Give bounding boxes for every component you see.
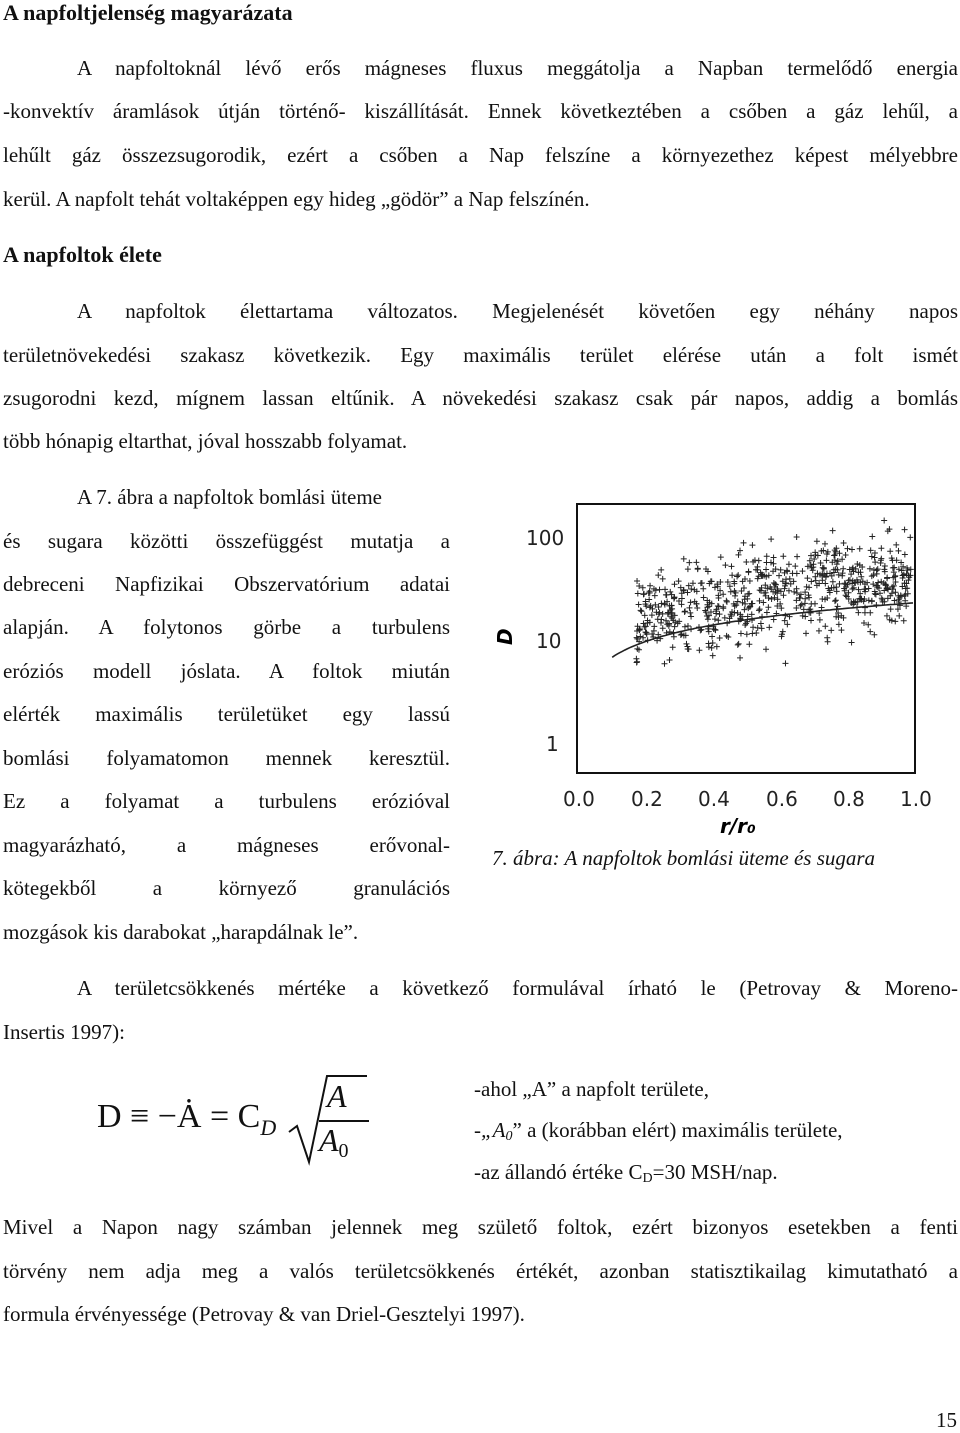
figure-scatter-plot [490,493,950,838]
scatter-point [686,605,692,611]
scatter-point [884,575,890,581]
scatter-point [693,559,699,565]
scatter-point [817,617,823,623]
scatter-point [681,556,687,562]
scatter-point [639,608,645,614]
scatter-point [857,546,863,552]
scatter-point [715,617,721,623]
paragraph-line: bomlási folyamatomon mennek keresztül. [3,746,450,770]
scatter-point [867,629,873,635]
scatter-point [651,623,657,629]
paragraph-line: mozgások kis darabokat „harapdálnak le”. [3,920,359,944]
scatter-point [753,630,759,636]
scatter-point [866,585,872,591]
scatter-point [867,566,873,572]
formula-lhs: D ≡ −Ȧ = $C_D$ [97,1098,277,1140]
x-tick-label: 1.0 [900,787,932,811]
scatter-point [758,621,764,627]
scatter-point [682,608,688,614]
x-tick-label: 0.6 [766,787,798,811]
scatter-point [892,618,898,624]
scatter-point [661,661,667,667]
x-tick-labels [563,787,932,811]
paragraph-line: eróziós modell jóslata. A foltok miután [3,659,450,683]
scatter-point [896,613,902,619]
scatter-point [819,596,825,602]
scatter-point [882,563,888,569]
scatter-point [738,630,744,636]
scatter-point [828,627,834,633]
scatter-point [734,574,740,580]
scatter-point [664,592,670,598]
paragraph-line: több hónapig eltarthat, jóval hosszabb folyamat. [3,429,408,453]
scatter-point [782,618,788,624]
scatter-point [737,548,743,554]
scatter-point [741,607,747,613]
decay-formula [97,1070,387,1170]
scatter-point [688,599,694,605]
scatter-point [667,589,673,595]
scatter-point [836,581,842,587]
paragraph-line: területnövekedési szakasz következik. Egy maximális terület elérése után a folt ismét [3,343,958,367]
scatter-points [633,518,913,667]
scatter-point [844,546,850,552]
scatter-point [695,566,701,572]
scatter-point [764,553,770,559]
scatter-point [839,573,845,579]
paragraph-line: Ez a folyamat a turbulens erózióval [3,789,450,813]
scatter-point [808,617,814,623]
scatter-point [872,554,878,560]
scatter-point [732,593,738,599]
scatter-point [671,634,677,640]
paragraph-line: lehűlt gáz összezsugorodik, ezért a csőben a Nap felszíne a környezethez képest mélyebbre [3,143,958,167]
scatter-point [706,641,712,647]
scatter-point [660,625,666,631]
scatter-point [901,618,907,624]
scatter-point [722,562,728,568]
scatter-point [670,644,676,650]
scatter-point [763,567,769,573]
scatter-point [658,567,664,573]
scatter-point [766,572,772,578]
paragraph-line: A 7. ábra a napfoltok bomlási üteme [77,485,383,509]
scatter-point [696,647,702,653]
scatter-point [816,628,822,634]
scatter-point [823,557,829,563]
paragraph-line: -konvektív áramlások útján történő- kiszállítását. Ennek következtében a csőben a gáz lehűl, a [3,99,958,123]
scatter-point [808,579,814,585]
scatter-point [660,576,666,582]
scatter-point [872,559,878,565]
scatter-point [784,568,790,574]
scatter-point [887,548,893,554]
scatter-point [735,572,741,578]
scatter-point [808,553,814,559]
scatter-point [908,566,914,572]
scatter-point [756,558,762,564]
scatter-point [833,597,839,603]
scatter-point [685,566,691,572]
scatter-point [728,589,734,595]
scatter-point [741,540,747,546]
scatter-point [634,659,640,665]
scatter-point [895,548,901,554]
scatter-point [765,604,771,610]
scatter-point [822,623,828,629]
scatter-point [803,630,809,636]
scatter-point [822,541,828,547]
scatter-point [849,546,855,552]
heading-napfoltjelenseg: A napfoltjelenség magyarázata [3,0,293,25]
scatter-point [657,610,663,616]
scatter-point [709,645,715,651]
scatter-point [843,552,849,558]
page-number: 15 [936,1408,957,1432]
paragraph-line: kötegekből a környező granulációs [3,876,450,900]
paragraph-line: Insertis 1997): [3,1020,125,1044]
paragraph-line: A napfoltok élettartama változatos. Megjelenését követően egy néhány napos [77,299,958,323]
scatter-point [720,591,726,597]
scatter-point [881,518,887,524]
scatter-point [849,586,855,592]
x-tick-label: 0.4 [698,787,730,811]
scatter-point [907,534,913,540]
scatter-point [884,613,890,619]
scatter-point [676,578,682,584]
scatter-point [867,610,873,616]
scatter-point [712,616,718,622]
scatter-point [780,553,786,559]
scatter-point [858,574,864,580]
scatter-point [868,547,874,553]
scatter-point [814,538,820,544]
scatter-point [750,624,756,630]
scatter-point [685,623,691,629]
paragraph-line: zsugorodni kezd, mígnem lassan eltűnik. A növekedési szakasz csak pár napos, addig a bomlás [3,386,958,410]
scatter-point [866,597,872,603]
scatter-point [694,605,700,611]
scatter-point [878,545,884,551]
scatter-point [672,612,678,618]
scatter-point [794,554,800,560]
scatter-point [701,594,707,600]
scatter-point [710,640,716,646]
scatter-point [735,552,741,558]
scatter-point [717,635,723,641]
scatter-point [647,583,653,589]
scatter-point [771,595,777,601]
scatter-point [635,590,641,596]
scatter-point [705,616,711,622]
scatter-point [755,625,761,631]
scatter-point [667,657,673,663]
paragraph-line: A napfoltoknál lévő erős mágneses fluxus meggátolja a Napban termelődő energia [77,56,958,80]
scatter-point [768,536,774,542]
note-line: -az állandó értéke $C_D=30$ MSH/nap. [474,1160,778,1186]
scatter-point [687,610,693,616]
scatter-point [890,565,896,571]
scatter-point [757,606,763,612]
note-line: -ahol „A” a napfolt területe, [474,1077,709,1101]
scatter-point [825,639,831,645]
scatter-point [763,646,769,652]
y-tick-label: 100 [526,526,565,550]
scatter-point [717,611,723,617]
scatter-point [855,610,861,616]
scatter-point [660,611,666,617]
paragraph-line: törvény nem adja meg a valós területcsökkenés értékét, azonban statisztikailag kimutatható a [3,1259,958,1283]
scatter-point [682,609,688,615]
scatter-point [688,614,694,620]
figure-caption: 7. ábra: A napfoltok bomlási üteme és sugara [492,846,876,870]
scatter-point [686,560,692,566]
scatter-point [830,528,836,534]
paragraph-line: debreceni Napfizikai Obszervatórium adatai [3,572,450,596]
scatter-point [891,569,897,575]
heading-napfoltok-elete: A napfoltok élete [3,242,162,267]
scatter-point [699,580,705,586]
scatter-point [638,607,644,613]
scatter-point [822,580,828,586]
x-tick-label: 0.8 [833,787,865,811]
scatter-point [782,660,788,666]
scatter-point [728,563,734,569]
paragraph-line: alapján. A folytonos görbe a turbulens [3,615,450,639]
scatter-point [735,610,741,616]
scatter-point [737,655,743,661]
scatter-point [764,609,770,615]
scatter-point [636,601,642,607]
scatter-point [662,586,668,592]
scatter-point [735,642,741,648]
scatter-point [821,565,827,571]
scatter-point [724,599,730,605]
scatter-point [784,621,790,627]
paragraph-line: Mivel a Napon nagy számban jelennek meg születő foltok, ezért bizonyos esetekben a fenti [3,1215,958,1239]
scatter-point [819,605,825,611]
scatter-point [749,631,755,637]
scatter-point [672,581,678,587]
paragraph-line: elérték maximális területüket egy lassú [3,702,450,726]
scatter-point [794,534,800,540]
scatter-point [888,606,894,612]
scatter-point [799,568,805,574]
scatter-point [736,641,742,647]
scatter-point [754,564,760,570]
scatter-point [776,573,782,579]
scatter-point [718,554,724,560]
paragraph-line: magyarázható, a mágneses erővonal- [3,833,450,857]
scatter-point [792,563,798,569]
scatter-point [830,579,836,585]
paragraph-line: és sugara közötti összefüggést mutatja a [3,529,450,553]
formula-numerator: A [327,1078,347,1114]
scatter-point [652,593,658,599]
paragraph-line: formula érvényessége (Petrovay & van Driel-Gesztelyi 1997). [3,1302,525,1326]
scatter-point [802,596,808,602]
scatter-point [749,542,755,548]
scatter-point [723,598,729,604]
plot-frame [577,504,915,773]
scatter-point [769,596,775,602]
scatter-point [842,580,848,586]
scatter-point [813,578,819,584]
paragraph-line: A területcsökkenés mértéke a következő formulával írható le (Petrovay & Moreno- [77,976,958,1000]
scatter-point [849,639,855,645]
scatter-point [686,646,692,652]
scatter-point [869,554,875,560]
scatter-point [869,533,875,539]
y-axis-label: D [493,628,517,645]
scatter-plot-svg [490,493,950,838]
scatter-point [878,556,884,562]
scatter-point [709,634,715,640]
scatter-point [838,627,844,633]
scatter-point [902,552,908,558]
scatter-point [841,540,847,546]
scatter-point [642,612,648,618]
scatter-point [649,612,655,618]
x-tick-label: 0.0 [563,787,595,811]
scatter-point [647,604,653,610]
scatter-point [746,641,752,647]
scatter-point [746,569,752,575]
scatter-point [714,644,720,650]
x-tick-label: 0.2 [631,787,663,811]
scatter-point [657,587,663,593]
scatter-point [794,571,800,577]
scatter-point [786,561,792,567]
scatter-point [682,624,688,630]
scatter-point [756,607,762,613]
scatter-point [832,598,838,604]
scatter-point [780,629,786,635]
y-tick-label: 1 [546,732,559,756]
scatter-point [766,624,772,630]
scatter-point [729,572,735,578]
scatter-point [744,631,750,637]
scatter-point [655,616,661,622]
scatter-point [672,624,678,630]
scatter-point [640,591,646,597]
y-tick-label: 10 [536,629,562,653]
model-curve [612,603,913,657]
scatter-point [710,653,716,659]
scatter-point [893,542,899,548]
scatter-point [840,566,846,572]
scatter-point [804,575,810,581]
scatter-point [836,621,842,627]
scatter-point [778,567,784,573]
scatter-point [678,632,684,638]
scatter-point [655,572,661,578]
note-line: $-„A_0$” a (korábban elért) maximális területe, [474,1118,843,1144]
scatter-point [875,566,881,572]
scatter-point [771,616,777,622]
x-axis-label: r/r₀ [720,814,756,838]
scatter-point [891,597,897,603]
scatter-point [871,632,877,638]
scatter-point [873,591,879,597]
scatter-point [902,527,908,533]
scatter-point [743,559,749,565]
scatter-point [812,601,818,607]
formula-denominator: A0 [319,1122,349,1162]
scatter-point [700,586,706,592]
paragraph-line: kerül. A napfolt tehát voltaképpen egy hideg „gödör” a Nap felszínén. [3,187,590,211]
